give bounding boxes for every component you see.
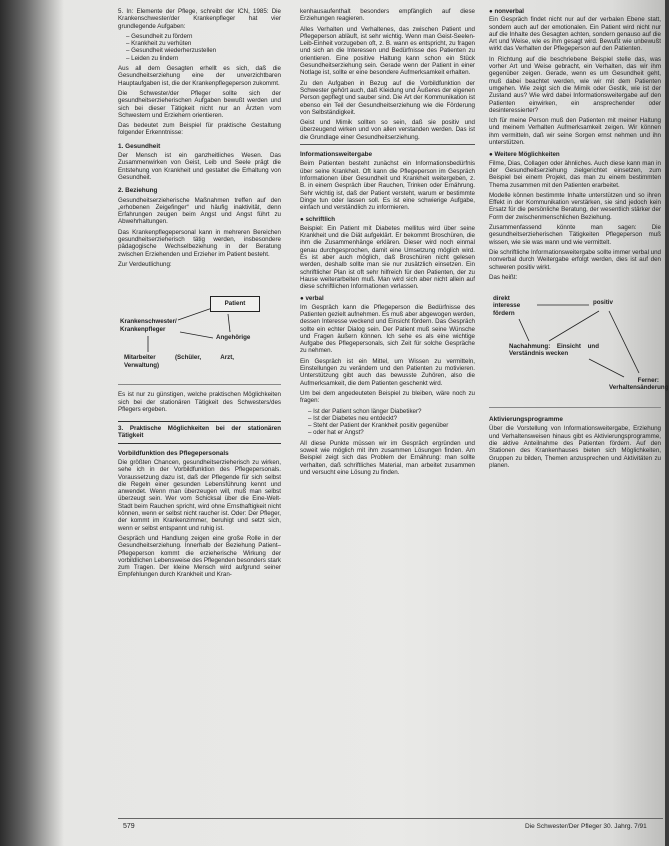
paragraph: Zu den Aufgaben in Bezug auf die Vorbildfunktion der Schwester gehört auch, daß Kleidung und Äußeres der eigenen Person gepflegt und sauber sind. Die Art der Kommunikation ist ebenso ein Teil der Gesundheitserziehung wie die Förderung von Selbständigkeit. [300,79,475,116]
paragraph: Geist und Mimik sollten so sein, daß sie positiv und überzeugend wirken und von allen verstanden werden. Das ist die Grundlage einer Gesundheitserziehung. [300,119,475,141]
paragraph: Ein Gespräch ist ein Mittel, um Wissen zu vermitteln, Einstellungen zu verändern und den Patienten zu motivieren. Unterstützung gibt auch das bewusste Zuhören, also die Aufmerksamkeit, die dem Patienten geschenkt wird. [300,357,475,387]
paragraph: Ich für meine Person muß den Patienten mit meiner Haltung und meinem Verhalten Aufmerksamkeit zeigen. Wir können ihm vermitteln, daß wir seine Sorgen ernst nehmen und ihn unterstützen. [489,117,661,147]
column-middle [300,8,475,820]
paragraph: All diese Punkte müssen wir im Gespräch ergründen und soweit wie möglich mit ihm zusammen Lösungen finden. Am Beispiel zeigt sich das Problem der Ernährung: man sollte verhalten, daß schriftliches Material, man arbeitet zusammen und versucht eine Lösung zu finden. [300,439,475,476]
paragraph: Zur Verdeutlichung: [118,260,172,268]
flow-positive-label: positiv [593,299,613,307]
paragraph: Die größten Chancen, gesundheitserzieherisch zu wirken, sehe ich in der Vorbildfunktion des Pflegepersonals. Voraussetzung dazu ist, daß der Pflegende für sich selbst die Regeln einer gesunden Lebensführung kennt und anwendet. Wenn man überzeugen will, muß man selbst überzeugt sein. Wer vom Schicksal über die Eine-Welt-Stadt beim Rauchen spricht, wird ohne Ernsthaftigkeit nicht können, wenn er selbst nicht raucher ist. Oder: Der Pfleger, der kommt im Krankenzimmer, beruhigt und setzt sich, wenn er selbst entspannt und ruhig ist. [118,458,281,532]
paragraph: Gesundheitserzieherische Maßnahmen treffen auf den „erhobenen Zeigefinger“ und häufig inaktivität, denn Erfahrungen zeugen beim Angst und Angst führt zu Abwehrhaltungen. [118,196,281,226]
list-item: – Ist der Patient schon länger Diabetiker? [308,407,422,415]
paragraph: Um bei dem angedeuteten Beispiel zu bleiben, wäre noch zu fragen: [300,389,475,405]
bullet-heading-more: ● Weitere Möglichkeiten [489,151,560,159]
paragraph: Beispiel: Ein Patient mit Diabetes mellitus wird über seine Krankheit und die Diät aufgeklärt. Er bekommt Broschüren, die ihm die Zusammenhänge erklären. Dieser wird noch einmal genau durchgesprochen, damit eine Umsetzung möglich wird. Es ist aber auch möglich, daß Broschüren nicht gelesen werden, deshalb sollte man sie nur zusätzlich einsetzen. Ein schriftlicher Plan ist oft sehr hilfreich für den Patienten, der zu Hause weiterarbeiten muß. Man wird sich aber nicht allein auf diese schriftlichen Informationen verlassen. [300,224,475,291]
diagram-nurse-label: Krankenschwester/ Krankenpfleger [120,318,177,333]
paragraph: Aus all dem Gesagten erhellt es sich, daß die Gesundheitserziehung eine der unverzichtbaren Hauptaufgaben ist, die der Krankenpflegeperson zukommt. [118,65,281,87]
column-left [118,8,281,820]
journal-reference: Die Schwester/Der Pfleger 30. Jahrg. 7/91 [525,823,647,830]
section-box-heading: 3. Praktische Möglichkeiten bei der stationären Tätigkeit [118,421,281,444]
paragraph: Beim Patienten besteht zunächst ein Informationsbedürfnis über seine Krankheit. Oft kann die Pflegeperson im Gespräch Informationen über Gesundheit und Krankheit weitergeben, z. B. in einem Gespräch über Rauchen, Trinken oder Ernährung. Sehr wichtig ist, daß der Patient versteht, warum er bestimmte Dinge tun oder lassen soll. Es ist eine schwierige Aufgabe, einfach und verständlich zu informieren. [300,160,475,212]
education-flow-diagram [489,289,669,408]
flow-behavior-label: Ferner: Verhaltensänderung [609,377,669,392]
diagram-relatives-label: Angehörige [216,334,251,342]
bullet-heading-written: ● schriftlich [300,216,336,224]
paragraph: Der Mensch ist ein ganzheitliches Wesen. Das Zusammenwirken von Geist, Leib und Seele prägt die Entstehung von Krankheit und gestaltet die Erhaltung von Gesundheit. [118,152,281,181]
page-number: 579 [123,823,135,830]
paragraph: Filme, Dias, Collagen oder ähnliches. Auch diese kann man in der Gesundheitserziehung zielgerichtet einsetzen, zum Beispiel bei einem Projekt, das man zu einem bestimmten Thema zusammen mit den Patienten erarbeitet. [489,159,661,189]
divider [300,144,475,145]
paragraph: Alles Verhalten und Verhaltenes, das zwischen Patient und Pflegeperson abläuft, ist sehr wichtig. Wenn man Geist-Seelen-Leib-Einheit vorzugeben oft, z. B. wann es entspricht, zu fragen und sich an die Interessen und Bedürfnisse des Patienten zu orientieren. Eine positive Haltung kann schon ein Stück Gesundheitserziehung sein. Gerade wenn der Patient in einer Notlage ist, sollte er eine besondere Aufmerksamkeit erhalten. [300,25,475,77]
paragraph: Gespräch und Handlung zeigen eine große Rolle in der Gesundheitserziehung. Innerhalb der Beziehung Patient–Pflegeperson kommt die erzieherische Wirkung der vorbildlichen Lebensweise des Pflegenden besonders stark zum Tragen. Der kleine Mensch wird aufgrund seiner Empfehlungen durch Krankheit und Kran- [118,534,281,579]
section-heading-activation: Aktivierungsprogramme [489,416,563,424]
paragraph: Über die Vorstellung von Informationsweitergabe, Erziehung und Verhaltensweisen hinaus gibt es Aktivierungsprogramme, die aktive Anteilnahme des Patienten fördern. Auf den Stationen des Krankenhauses bieten sich Möglichkeiten, Gruppen zu bilden, Themen anzusprechen und Aktivitäten zu planen. [489,425,661,469]
paragraph: Modelle können bestimmte Inhalte unterstützen und so ihren Effekt in der Kommunikation verstärken, sie sind jedoch kein Ersatz für die persönliche Beratung, der wesentlich stärker der Form der zwischenmenschlichen Beziehung. [489,191,661,221]
intro-paragraph: 5. In: Elemente der Pflege, schreibt der ICN, 1985: Die Krankenschwester/der Krankenpfleger hat vier grundlegende Aufgaben: [118,8,281,30]
bullet-heading-verbal: ● verbal [300,295,324,303]
column-right [489,8,669,820]
paragraph: Zusammenfassend könnte man sagen: Die gesundheitserzieherischen Tätigkeiten Pflegeperson muß wissen, wie sie was wann und wie vermittelt. [489,224,661,246]
section-heading-information: Informationsweitergabe [300,151,373,159]
diagram-staff-label: Mitarbeiter (Schüler, Arzt, Verwaltung) [124,354,234,369]
section-heading-vorbild: Vorbildfunktion des Pflegepersonals [118,449,229,457]
footer-rule [118,818,663,819]
flow-interest-label: direkt interesse fördern [493,295,521,317]
paragraph: Ein Gespräch findet nicht nur auf der verbalen Ebene statt, sondern auch auf der emotionalen. Ein Patient wird nicht nur auf die Inhalte des Gesagten achten, sondern genauso auf die Art und Weise, wie es ihm gesagt wird. Bewußt wie unbewußt wirkt das Verhalten der Pflegeperson auf den Patienten. [489,16,661,53]
book-spine-shadow [0,0,64,846]
paragraph: kenhausaufenthalt besonders empfänglich auf diese Erziehungen reagieren. [300,8,475,23]
question-list [308,408,475,437]
relationship-diagram [118,274,281,385]
bullet-heading-nonverbal: ● nonverbal [489,8,525,15]
flow-insight-label: Nachahmung: Einsicht und Verständnis wecken [509,343,599,358]
paragraph: In Richtung auf die beschriebene Beispiel stelle das, was vorher Art und Weise gebracht, ein Verhalten, das wir ihm gegenüber zeigen. Gerade, wenn es um Gesundheit geht, muß dabei beachtet werden, wie wir mit dem Patienten umgehen. Wie zeigt sich die Mimik oder Gestik, wie ist der Zustand aus? Wie wird dabei Informationsweitergabe auf den Patienten einwirken, ein ansprechender oder desinteressierter? [489,55,661,114]
paragraph: Das bedeutet zum Beispiel für praktische Gestaltung folgender Erkenntnisse: [118,122,281,137]
paragraph: Die Schwester/der Pfleger sollte sich der gesundheitserzieherischen Aufgaben bewußt werden und sich bei dieser Tätigkeit nicht nur an Ärzten vom Schwestern und Erziehern orientieren. [118,89,281,119]
diagram-patient-box: Patient [210,296,260,312]
paragraph: Das heißt: [489,273,518,281]
paragraph: Im Gespräch kann die Pflegeperson die Bedürfnisse des Patienten gezielt aufnehmen. Es muß aber abgewogen werden, dessen Interesse weckend und Einsicht fördern. Das Gespräch sollte ein echter Dialog sein. Der Patient muß seine Wünsche und Fragen äußern können. Ich sehe es als eine wichtige Aufgabe des Pflegepersonals, sich Zeit für solche Gespräche zu nehmen. [300,303,475,355]
section-heading-beziehung: 2. Beziehung [118,187,158,195]
paragraph: Die schriftliche Informationsweitergabe sollte immer verbal und nonverbal durch Weitergabe erfolgt werden, dies ist auf den schweren positiv wirkt. [489,248,661,271]
aims-list [126,33,281,62]
paragraph: Es ist nur zu günstigen, welche praktischen Möglichkeiten sich bei der stationären Tätigkeit des Schwesters/des Pflegers ergeben. [118,391,281,413]
list-item: – Steht der Patient der Krankheit positiv gegenüber [308,422,449,430]
list-item: – Gesundheit wiederherzustellen [126,47,217,55]
section-heading-gesundheit: 1. Gesundheit [118,142,161,150]
list-item: – Leiden zu lindern [126,54,179,62]
list-item: – oder hat er Angst? [308,429,364,437]
list-item: – Ist der Diabetes neu entdeckt? [308,414,398,422]
list-item: – Krankheit zu verhüten [126,40,192,48]
paragraph: Das Krankenpflegepersonal kann in mehreren Bereichen gesundheitserzieherisch tätig werden, insbesondere pädagogische Wechselbeziehung in der Beratung zwischen Erziehenden und Erzieher im Patient besteht. [118,228,281,258]
list-item: – Gesundheit zu fördern [126,32,193,40]
